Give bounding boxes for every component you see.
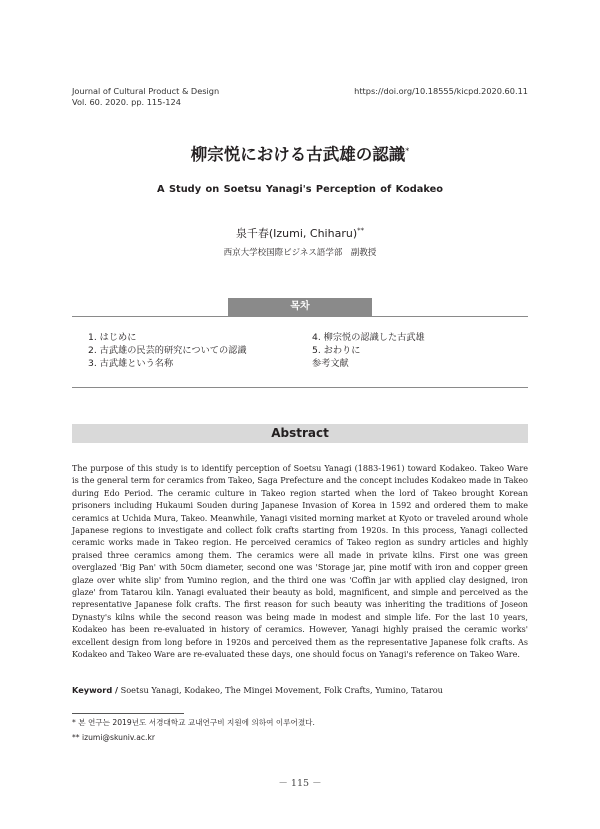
title-footnote-mark: * xyxy=(405,146,410,156)
author-email[interactable]: izumi@skuniv.ac.kr xyxy=(82,733,155,742)
toc-item[interactable]: 3. 古武雄という名称 xyxy=(88,358,174,369)
doi-link[interactable]: https://doi.org/10.18555/kicpd.2020.60.11 xyxy=(354,86,528,96)
page-number: － 115 － xyxy=(278,778,322,789)
footnote-mark: * xyxy=(72,718,76,727)
toc-box xyxy=(72,316,528,388)
toc-item[interactable]: 1. はじめに xyxy=(88,332,137,343)
title-text: 柳宗悦における古武雄の認識 xyxy=(190,145,406,164)
toc-heading: 목차 xyxy=(228,298,372,316)
journal-volume: Vol. 60. 2020. pp. 115-124 xyxy=(72,97,181,107)
author-name: 泉千春(Izumi, Chiharu) xyxy=(235,227,358,240)
author-affiliation: 西京大学校国際ビジネス語学部 副教授 xyxy=(223,248,377,258)
author-line xyxy=(0,225,600,241)
abstract-body: The purpose of this study is to identify perception of Soetsu Yanagi (1883-1961) toward Kodakeo. Takeo Ware is the general term for ceramics from Takeo, Saga Prefecture and the concept includes Kodakeo made in Takeo during Edo Period. The ceramic culture in Takeo region started when the lord of Takeo brought Korean prisoners including Hukaumi Souden during Japanese Invasion of Korea in 1592 and ordered them to make ceramics at Uchida Mura, Takeo. Meanwhile, Yanagi visited morning market at Kyoto or traveled around whole Japanese regions to investigate and collect folk crafts starting from 1920s. In this process, Yanagi collected ceramic works made in Takeo region. He perceived ceramics of Takeo region as sundry articles and highly praised three ceramics among them. The ceramics were all made in private kilns. First one was green overglazed 'Big Pan' with 50cm diameter, second one was 'Storage jar, pine motif with iron and copper green glaze over white slip' from Yumino region, and the third one was 'Coffin jar with applied clay designed, iron glaze' from Tatarou kiln. Yanagi evaluated their beauty as bold, magnificent, and simple and perceived as the representative Japanese folk crafts. The first reason for such beauty was inheriting the traditions of Joseon Dynasty's kilns while the second reason was being made in modest and simple life. For the last 10 years, Kodakeo has been re-evaluated in history of ceramics. However, Yanagi highly praised the ceramic works' excellent design from long before in 1920s and perceived them as the representative Japanese folk crafts. As Kodakeo and Takeo Ware are re-evaluated these days, one should focus on Yanagi's reference on Takeo Ware. xyxy=(72,464,528,660)
footnote-text: 본 연구는 2019년도 서경대학교 교내연구비 지원에 의하여 이루어졌다. xyxy=(78,718,315,727)
toc-item[interactable]: 5. おわりに xyxy=(312,345,361,356)
toc-item[interactable]: 2. 古武雄の民芸的研究についての認識 xyxy=(88,345,247,356)
toc-item[interactable]: 4. 柳宗悦の認識した古武雄 xyxy=(312,332,425,343)
keywords-label: Keyword / xyxy=(72,685,119,695)
abstract-heading: Abstract xyxy=(72,424,528,443)
footnote-divider xyxy=(72,713,184,714)
footnote-mark: ** xyxy=(72,733,80,742)
paper-title xyxy=(0,141,600,165)
toc-left-column xyxy=(88,331,247,370)
footnote-email xyxy=(72,733,155,743)
footnote-funding xyxy=(72,718,315,728)
toc-right-column xyxy=(312,331,425,370)
toc-item[interactable]: 参考文献 xyxy=(312,358,349,369)
journal-info xyxy=(72,86,219,108)
journal-name: Journal of Cultural Product & Design xyxy=(72,86,220,96)
keywords-text: Soetsu Yanagi, Kodakeo, The Mingei Movement, Folk Crafts, Yumino, Tatarou xyxy=(120,685,443,695)
keywords xyxy=(72,684,528,696)
author-footnote-mark: ** xyxy=(357,226,365,235)
paper-subtitle: A Study on Soetsu Yanagi's Perception of Kodakeo xyxy=(156,184,444,195)
